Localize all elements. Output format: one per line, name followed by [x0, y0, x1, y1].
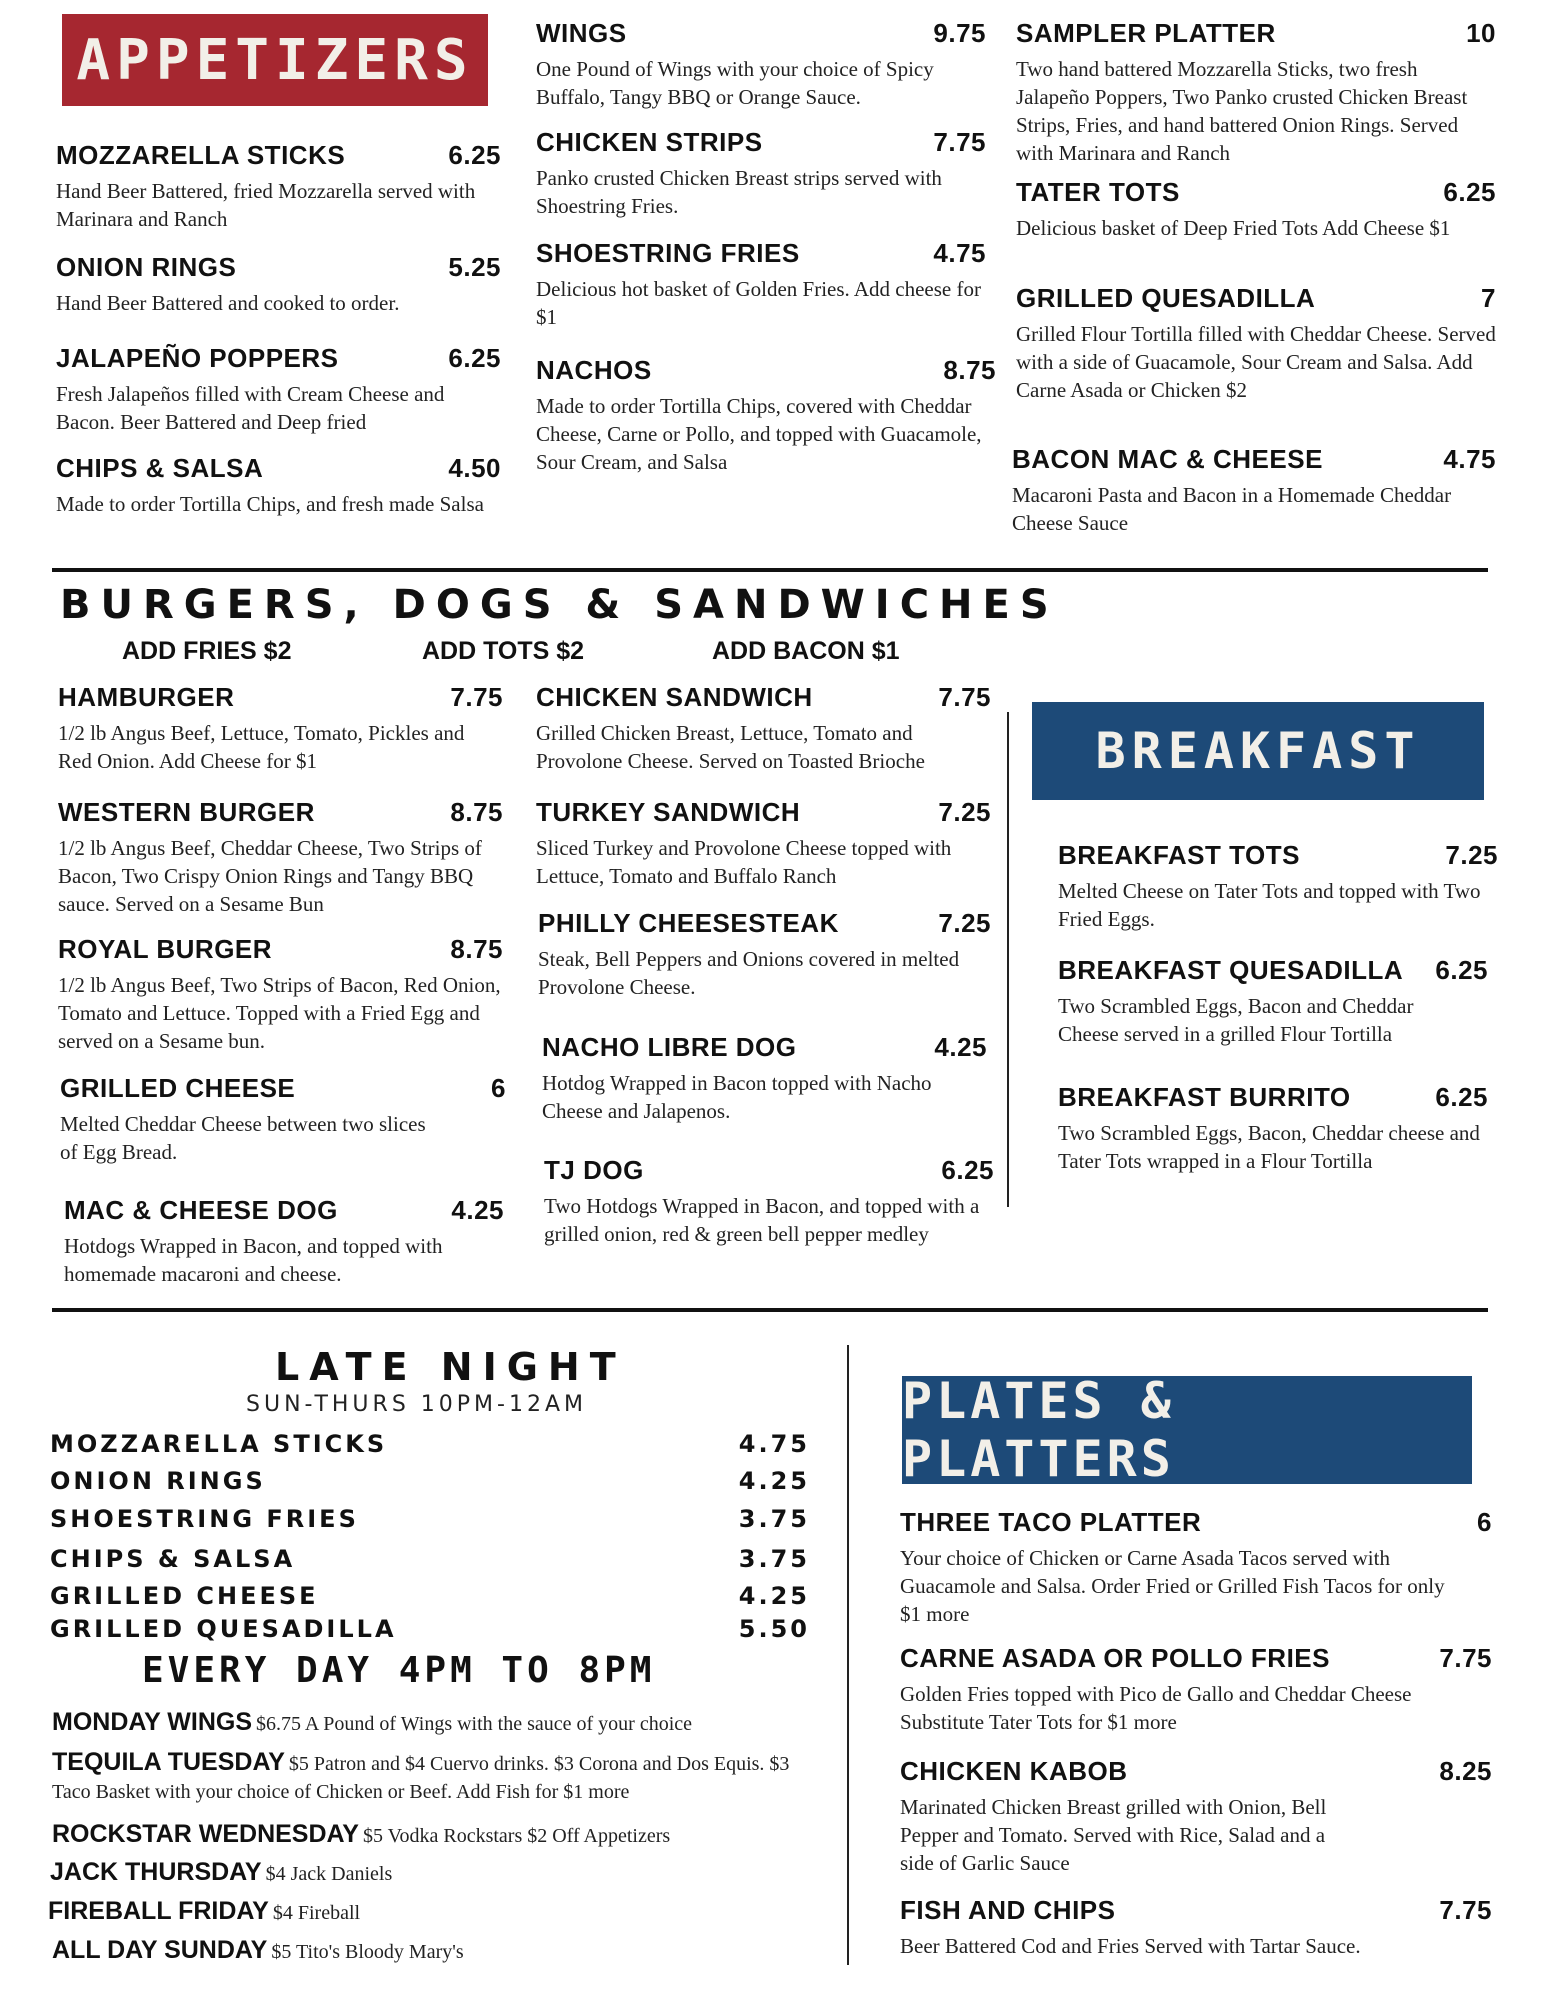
item-price: 7.25: [938, 797, 991, 827]
item-name: CHIPS & SALSA: [50, 1545, 296, 1573]
item-price: 7: [1481, 283, 1496, 313]
item-price: 10: [1466, 18, 1496, 48]
special-item: [52, 1749, 832, 1807]
item-desc: Macaroni Pasta and Bacon in a Homemade Cheddar Cheese Sauce: [1012, 483, 1452, 535]
menu-item: [536, 18, 986, 111]
item-name: ONION RINGS: [50, 1467, 266, 1495]
addon-tots: ADD TOTS $2: [422, 637, 585, 665]
menu-item: [544, 1155, 994, 1248]
special-item: [52, 1820, 832, 1849]
item-name: BREAKFAST QUESADILLA: [1058, 955, 1404, 985]
late-night-item: [50, 1430, 810, 1458]
special-text: $4 Fireball: [272, 1902, 361, 1924]
special-item: [48, 1897, 828, 1926]
late-night-item: [50, 1615, 810, 1643]
item-name: WESTERN BURGER: [58, 797, 315, 827]
menu-item: [56, 343, 501, 436]
special-text: $4 Jack Daniels: [265, 1863, 393, 1885]
late-night-hours: SUN-THURS 10PM-12AM: [246, 1392, 587, 1417]
item-desc: Golden Fries topped with Pico de Gallo and Cheddar Cheese Substitute Tater Tots for $1 more: [900, 1682, 1412, 1734]
item-name: BREAKFAST BURRITO: [1058, 1082, 1351, 1112]
menu-item: [1058, 840, 1498, 933]
special-name: FIREBALL FRIDAY: [48, 1897, 269, 1925]
special-text: $5 Patron and $4 Cuervo drinks. $3 Corona and Dos Equis. $3 Taco Basket with your choice of Chicken or Beef. Add Fish for $1 more: [52, 1753, 790, 1803]
item-price: 6.25: [1443, 177, 1496, 207]
item-desc: Beer Battered Cod and Fries Served with Tartar Sauce.: [900, 1934, 1361, 1958]
menu-item: [900, 1756, 1492, 1877]
item-price: 6.25: [448, 140, 501, 170]
item-price: 6: [1477, 1507, 1492, 1537]
item-price: 8.75: [450, 797, 503, 827]
item-price: 4.75: [933, 238, 986, 268]
special-name: ALL DAY SUNDAY: [52, 1936, 268, 1964]
item-name: CHIPS & SALSA: [56, 453, 264, 483]
item-name: GRILLED QUESADILLA: [50, 1615, 397, 1643]
item-price: 4.25: [738, 1582, 810, 1610]
item-price: 6.25: [941, 1155, 994, 1185]
menu-item: [900, 1507, 1492, 1628]
appetizers-banner: [62, 14, 488, 106]
item-price: 6: [491, 1073, 506, 1103]
item-desc: Sliced Turkey and Provolone Cheese topped with Lettuce, Tomato and Buffalo Ranch: [536, 836, 952, 888]
item-price: 9.75: [933, 18, 986, 48]
item-name: WINGS: [536, 18, 627, 48]
item-price: 5.50: [738, 1615, 810, 1643]
item-desc: 1/2 lb Angus Beef, Cheddar Cheese, Two Strips of Bacon, Two Crispy Onion Rings and Tangy BBQ sauce. Served on a Sesame Bun: [58, 836, 482, 916]
menu-item: [536, 238, 986, 331]
late-night-item: [50, 1545, 810, 1573]
item-name: CHICKEN KABOB: [900, 1756, 1128, 1786]
menu-item: [58, 797, 503, 918]
late-night-item: [50, 1505, 810, 1533]
late-night-title: LATE NIGHT: [275, 1345, 626, 1389]
item-desc: Hotdogs Wrapped in Bacon, and topped with homemade macaroni and cheese.: [64, 1234, 443, 1286]
item-price: 6.25: [448, 343, 501, 373]
special-text: $6.75 A Pound of Wings with the sauce of your choice: [256, 1713, 693, 1735]
item-desc: Hand Beer Battered and cooked to order.: [56, 291, 400, 315]
breakfast-banner: [1032, 702, 1484, 800]
item-name: MAC & CHEESE DOG: [64, 1195, 338, 1225]
special-item: [50, 1858, 830, 1887]
item-name: MOZZARELLA STICKS: [56, 140, 346, 170]
item-price: 4.25: [934, 1032, 987, 1062]
menu-item: [64, 1195, 504, 1288]
item-name: BREAKFAST TOTS: [1058, 840, 1300, 870]
breakfast-title: BREAKFAST: [1095, 722, 1421, 780]
item-name: SAMPLER PLATTER: [1016, 18, 1276, 48]
item-price: 4.25: [451, 1195, 504, 1225]
menu-item: [538, 908, 991, 1001]
menu-item: [56, 453, 501, 518]
item-price: 4.50: [448, 453, 501, 483]
item-desc: Steak, Bell Peppers and Onions covered in melted Provolone Cheese.: [538, 947, 960, 999]
special-name: ROCKSTAR WEDNESDAY: [52, 1820, 359, 1848]
item-price: 7.25: [938, 908, 991, 938]
item-desc: Panko crusted Chicken Breast strips served with Shoestring Fries.: [536, 166, 942, 218]
item-name: ROYAL BURGER: [58, 934, 273, 964]
menu-item: [900, 1643, 1492, 1736]
item-desc: Melted Cheddar Cheese between two slices of Egg Bread.: [60, 1112, 426, 1164]
menu-item: [536, 355, 996, 476]
item-desc: Marinated Chicken Breast grilled with Onion, Bell Pepper and Tomato. Served with Rice, Salad and a side of Garlic Sauce: [900, 1795, 1327, 1875]
menu-item: [536, 127, 986, 220]
special-item: [52, 1708, 832, 1737]
item-price: 8.25: [1439, 1756, 1492, 1786]
special-name: MONDAY WINGS: [52, 1708, 253, 1736]
item-price: 4.25: [738, 1467, 810, 1495]
column-divider: [847, 1345, 849, 1965]
menu-item: [1058, 1082, 1488, 1175]
item-price: 6.25: [1435, 955, 1488, 985]
menu-item: [536, 797, 991, 890]
item-desc: Two Hotdogs Wrapped in Bacon, and topped with a grilled onion, red & green bell pepper medley: [544, 1194, 980, 1246]
menu-item: [58, 682, 503, 775]
item-name: THREE TACO PLATTER: [900, 1507, 1202, 1537]
item-desc: Grilled Chicken Breast, Lettuce, Tomato and Provolone Cheese. Served on Toasted Brioche: [536, 721, 925, 773]
item-desc: 1/2 lb Angus Beef, Two Strips of Bacon, Red Onion, Tomato and Lettuce. Topped with a Fried Egg and served on a Sesame bun.: [58, 973, 501, 1053]
item-price: 4.75: [1443, 444, 1496, 474]
item-desc: 1/2 lb Angus Beef, Lettuce, Tomato, Pickles and Red Onion. Add Cheese for $1: [58, 721, 465, 773]
special-name: JACK THURSDAY: [50, 1858, 262, 1886]
item-desc: Grilled Flour Tortilla filled with Cheddar Cheese. Served with a side of Guacamole, Sour Cream and Salsa. Add Carne Asada or Chicken $2: [1016, 322, 1496, 402]
item-name: TJ DOG: [544, 1155, 644, 1185]
item-price: 7.75: [450, 682, 503, 712]
item-name: NACHOS: [536, 355, 652, 385]
item-name: BACON MAC & CHEESE: [1012, 444, 1323, 474]
menu-item: [56, 140, 501, 233]
item-desc: Hotdog Wrapped in Bacon topped with Nacho Cheese and Jalapenos.: [542, 1071, 932, 1123]
item-name: CHICKEN SANDWICH: [536, 682, 813, 712]
item-name: CHICKEN STRIPS: [536, 127, 763, 157]
item-desc: Fresh Jalapeños filled with Cream Cheese and Bacon. Beer Battered and Deep fried: [56, 382, 445, 434]
menu-item: [542, 1032, 987, 1125]
item-price: 7.75: [1439, 1643, 1492, 1673]
item-desc: Melted Cheese on Tater Tots and topped with Two Fried Eggs.: [1058, 879, 1481, 931]
item-name: TURKEY SANDWICH: [536, 797, 801, 827]
addon-bacon: ADD BACON $1: [712, 637, 900, 665]
item-desc: Two hand battered Mozzarella Sticks, two fresh Jalapeño Poppers, Two Panko crusted Chicken Breast Strips, Fries, and hand battered Onion Rings. Served with Marinara and Ranch: [1016, 57, 1468, 165]
late-night-item: [50, 1467, 810, 1495]
item-desc: Two Scrambled Eggs, Bacon and Cheddar Cheese served in a grilled Flour Tortilla: [1058, 994, 1414, 1046]
item-name: HAMBURGER: [58, 682, 235, 712]
item-desc: Your choice of Chicken or Carne Asada Tacos served with Guacamole and Salsa. Order Fried or Grilled Fish Tacos for only $1 more: [900, 1546, 1445, 1626]
everyday-title: EVERY DAY 4PM TO 8PM: [142, 1650, 656, 1691]
item-price: 7.75: [933, 127, 986, 157]
late-night-item: [50, 1582, 810, 1610]
plates-banner: [902, 1372, 1472, 1488]
item-name: CARNE ASADA OR POLLO FRIES: [900, 1643, 1330, 1673]
item-desc: Hand Beer Battered, fried Mozzarella served with Marinara and Ranch: [56, 179, 476, 231]
menu-item: [58, 934, 503, 1055]
item-desc: Delicious hot basket of Golden Fries. Add cheese for $1: [536, 277, 981, 329]
addon-fries: ADD FRIES $2: [122, 637, 292, 665]
item-name: GRILLED QUESADILLA: [1016, 283, 1316, 313]
item-desc: Two Scrambled Eggs, Bacon, Cheddar cheese and Tater Tots wrapped in a Flour Tortilla: [1058, 1121, 1480, 1173]
item-name: SHOESTRING FRIES: [536, 238, 800, 268]
item-price: 6.25: [1435, 1082, 1488, 1112]
item-name: TATER TOTS: [1016, 177, 1180, 207]
item-name: FISH AND CHIPS: [900, 1895, 1116, 1925]
item-name: JALAPEÑO POPPERS: [56, 343, 339, 373]
item-name: PHILLY CHEESESTEAK: [538, 908, 839, 938]
menu-item: [1058, 955, 1488, 1048]
item-name: ONION RINGS: [56, 252, 237, 282]
item-name: SHOESTRING FRIES: [50, 1505, 359, 1533]
column-divider: [1007, 712, 1009, 1207]
section-divider: [52, 1308, 1488, 1312]
item-price: 4.75: [738, 1430, 810, 1458]
item-price: 3.75: [738, 1505, 810, 1533]
special-text: $5 Tito's Bloody Mary's: [271, 1941, 464, 1963]
item-price: 7.75: [1439, 1895, 1492, 1925]
section-divider: [52, 568, 1488, 572]
item-desc: One Pound of Wings with your choice of Spicy Buffalo, Tangy BBQ or Orange Sauce.: [536, 57, 934, 109]
item-desc: Delicious basket of Deep Fried Tots Add Cheese $1: [1016, 216, 1451, 240]
item-price: 7.75: [938, 682, 991, 712]
plates-title: PLATES & PLATTERS: [902, 1372, 1175, 1488]
item-name: MOZZARELLA STICKS: [50, 1430, 388, 1458]
special-text: $5 Vodka Rockstars $2 Off Appetizers: [362, 1825, 671, 1847]
item-price: 8.75: [943, 355, 996, 385]
burgers-title: BURGERS, DOGS & SANDWICHES: [60, 582, 1059, 628]
item-price: 3.75: [738, 1545, 810, 1573]
menu-item: [536, 682, 991, 775]
menu-item: [1016, 177, 1496, 242]
menu-item: [900, 1895, 1492, 1960]
menu-item: [1016, 283, 1496, 404]
menu-item: [56, 252, 501, 317]
item-price: 8.75: [450, 934, 503, 964]
menu-item: [1016, 18, 1496, 167]
special-item: [52, 1936, 832, 1965]
item-desc: Made to order Tortilla Chips, and fresh made Salsa: [56, 492, 484, 516]
menu-item: [60, 1073, 506, 1166]
item-price: 7.25: [1445, 840, 1498, 870]
item-price: 5.25: [448, 252, 501, 282]
item-desc: Made to order Tortilla Chips, covered with Cheddar Cheese, Carne or Pollo, and topped with Guacamole, Sour Cream, and Salsa: [536, 394, 982, 474]
special-name: TEQUILA TUESDAY: [52, 1748, 285, 1776]
item-name: NACHO LIBRE DOG: [542, 1032, 797, 1062]
item-name: GRILLED CHEESE: [60, 1073, 296, 1103]
item-name: GRILLED CHEESE: [50, 1582, 319, 1610]
menu-item: [1012, 444, 1496, 537]
appetizers-title: APPETIZERS: [76, 27, 474, 93]
